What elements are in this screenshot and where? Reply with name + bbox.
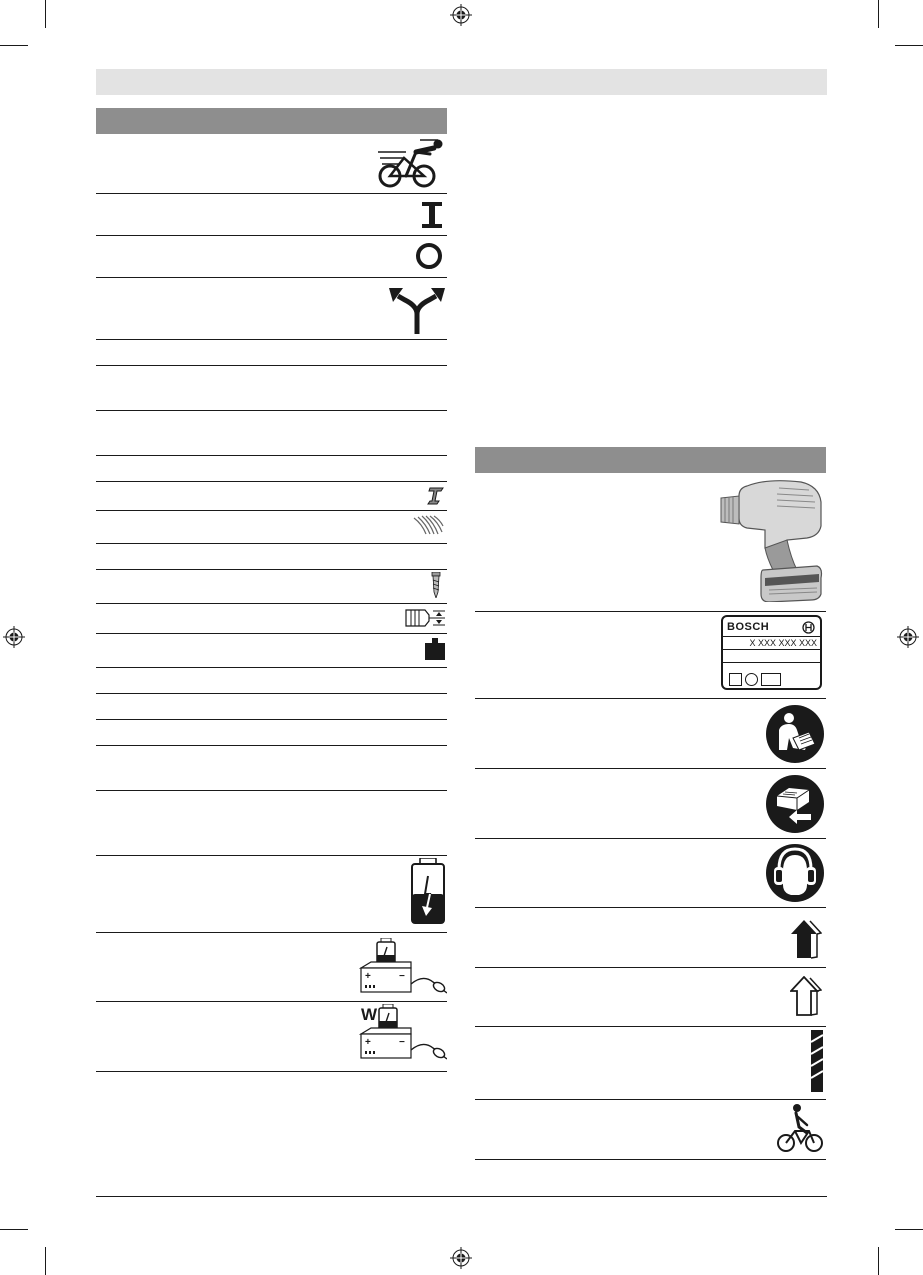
nameplate-label-image — [721, 615, 822, 690]
crop-mark — [895, 1229, 923, 1230]
right-table-header — [475, 447, 826, 473]
crop-mark — [878, 0, 879, 28]
registration-mark-icon — [450, 4, 472, 26]
row-divider — [96, 277, 447, 278]
row-divider — [475, 1026, 826, 1027]
bosch-logo-icon — [802, 621, 815, 634]
row-divider — [96, 719, 447, 720]
chuck-diameter-icon — [405, 607, 445, 629]
registration-mark-icon — [450, 1247, 472, 1269]
row-divider — [475, 1099, 826, 1100]
row-divider — [96, 235, 447, 236]
registration-mark-icon — [897, 626, 919, 648]
row-divider — [96, 481, 447, 482]
cyclist-sprint-icon — [376, 138, 446, 190]
crop-mark — [0, 1229, 28, 1230]
row-divider — [96, 932, 447, 933]
registration-mark-icon — [3, 626, 25, 648]
footer-rule — [96, 1196, 827, 1197]
crop-mark — [895, 45, 923, 46]
row-divider — [96, 693, 447, 694]
row-divider — [96, 855, 447, 856]
cordless-drill-image — [717, 478, 823, 602]
svg-text:−: − — [399, 971, 405, 982]
row-divider — [96, 510, 447, 511]
row-divider — [96, 193, 447, 194]
row-divider — [475, 967, 826, 968]
row-divider — [475, 611, 826, 612]
ear-protection-icon — [765, 843, 825, 903]
row-divider — [96, 365, 447, 366]
row-divider — [475, 1159, 826, 1160]
crop-mark — [878, 1247, 879, 1275]
row-divider — [96, 1071, 447, 1072]
row-divider — [96, 1001, 447, 1002]
row-divider — [475, 838, 826, 839]
crop-mark — [45, 1247, 46, 1275]
row-divider — [96, 603, 447, 604]
nameplate-brand: BOSCH — [727, 621, 770, 633]
battery-charger-w-icon — [359, 1004, 447, 1060]
nameplate-divider — [723, 636, 820, 637]
row-divider — [96, 667, 447, 668]
nameplate-divider — [723, 662, 820, 663]
crop-mark — [0, 45, 28, 46]
row-divider — [96, 745, 447, 746]
row-divider — [475, 907, 826, 908]
filled-arrow-up-icon — [790, 919, 822, 959]
svg-text:+: + — [365, 971, 371, 982]
left-table-header — [96, 108, 447, 134]
row-divider — [96, 569, 447, 570]
crop-mark — [45, 0, 46, 28]
row-divider — [475, 768, 826, 769]
fork-arrows-icon — [389, 284, 445, 334]
svg-text:+: + — [365, 1037, 371, 1048]
row-divider — [96, 410, 447, 411]
row-divider — [475, 698, 826, 699]
drill-bit-icon — [810, 1030, 824, 1092]
row-divider — [96, 790, 447, 791]
nameplate-square-symbol — [729, 673, 742, 686]
row-divider — [96, 633, 447, 634]
battery-charger-icon — [359, 938, 447, 994]
row-divider — [96, 339, 447, 340]
nameplate-rect-symbol — [761, 673, 781, 686]
nameplate-number: X XXX XXX XXX — [749, 638, 817, 648]
battery-icon — [411, 858, 445, 924]
svg-text:−: − — [399, 1037, 405, 1048]
page-header-bar — [96, 69, 827, 95]
wood-icon — [412, 514, 444, 536]
row-divider — [96, 455, 447, 456]
steel-beam-icon — [427, 487, 445, 505]
o-icon — [415, 242, 443, 270]
svg-text:W: W — [361, 1005, 378, 1024]
read-manual-icon — [765, 704, 825, 764]
row-divider — [96, 543, 447, 544]
battery-release-icon — [765, 774, 825, 834]
i-icon — [421, 202, 443, 228]
outline-arrow-up-icon — [790, 976, 822, 1016]
cyclist-icon — [777, 1103, 823, 1153]
screw-icon — [430, 572, 442, 598]
weight-icon — [425, 638, 445, 660]
nameplate-circle-symbol — [745, 673, 758, 686]
nameplate-divider — [723, 649, 820, 650]
